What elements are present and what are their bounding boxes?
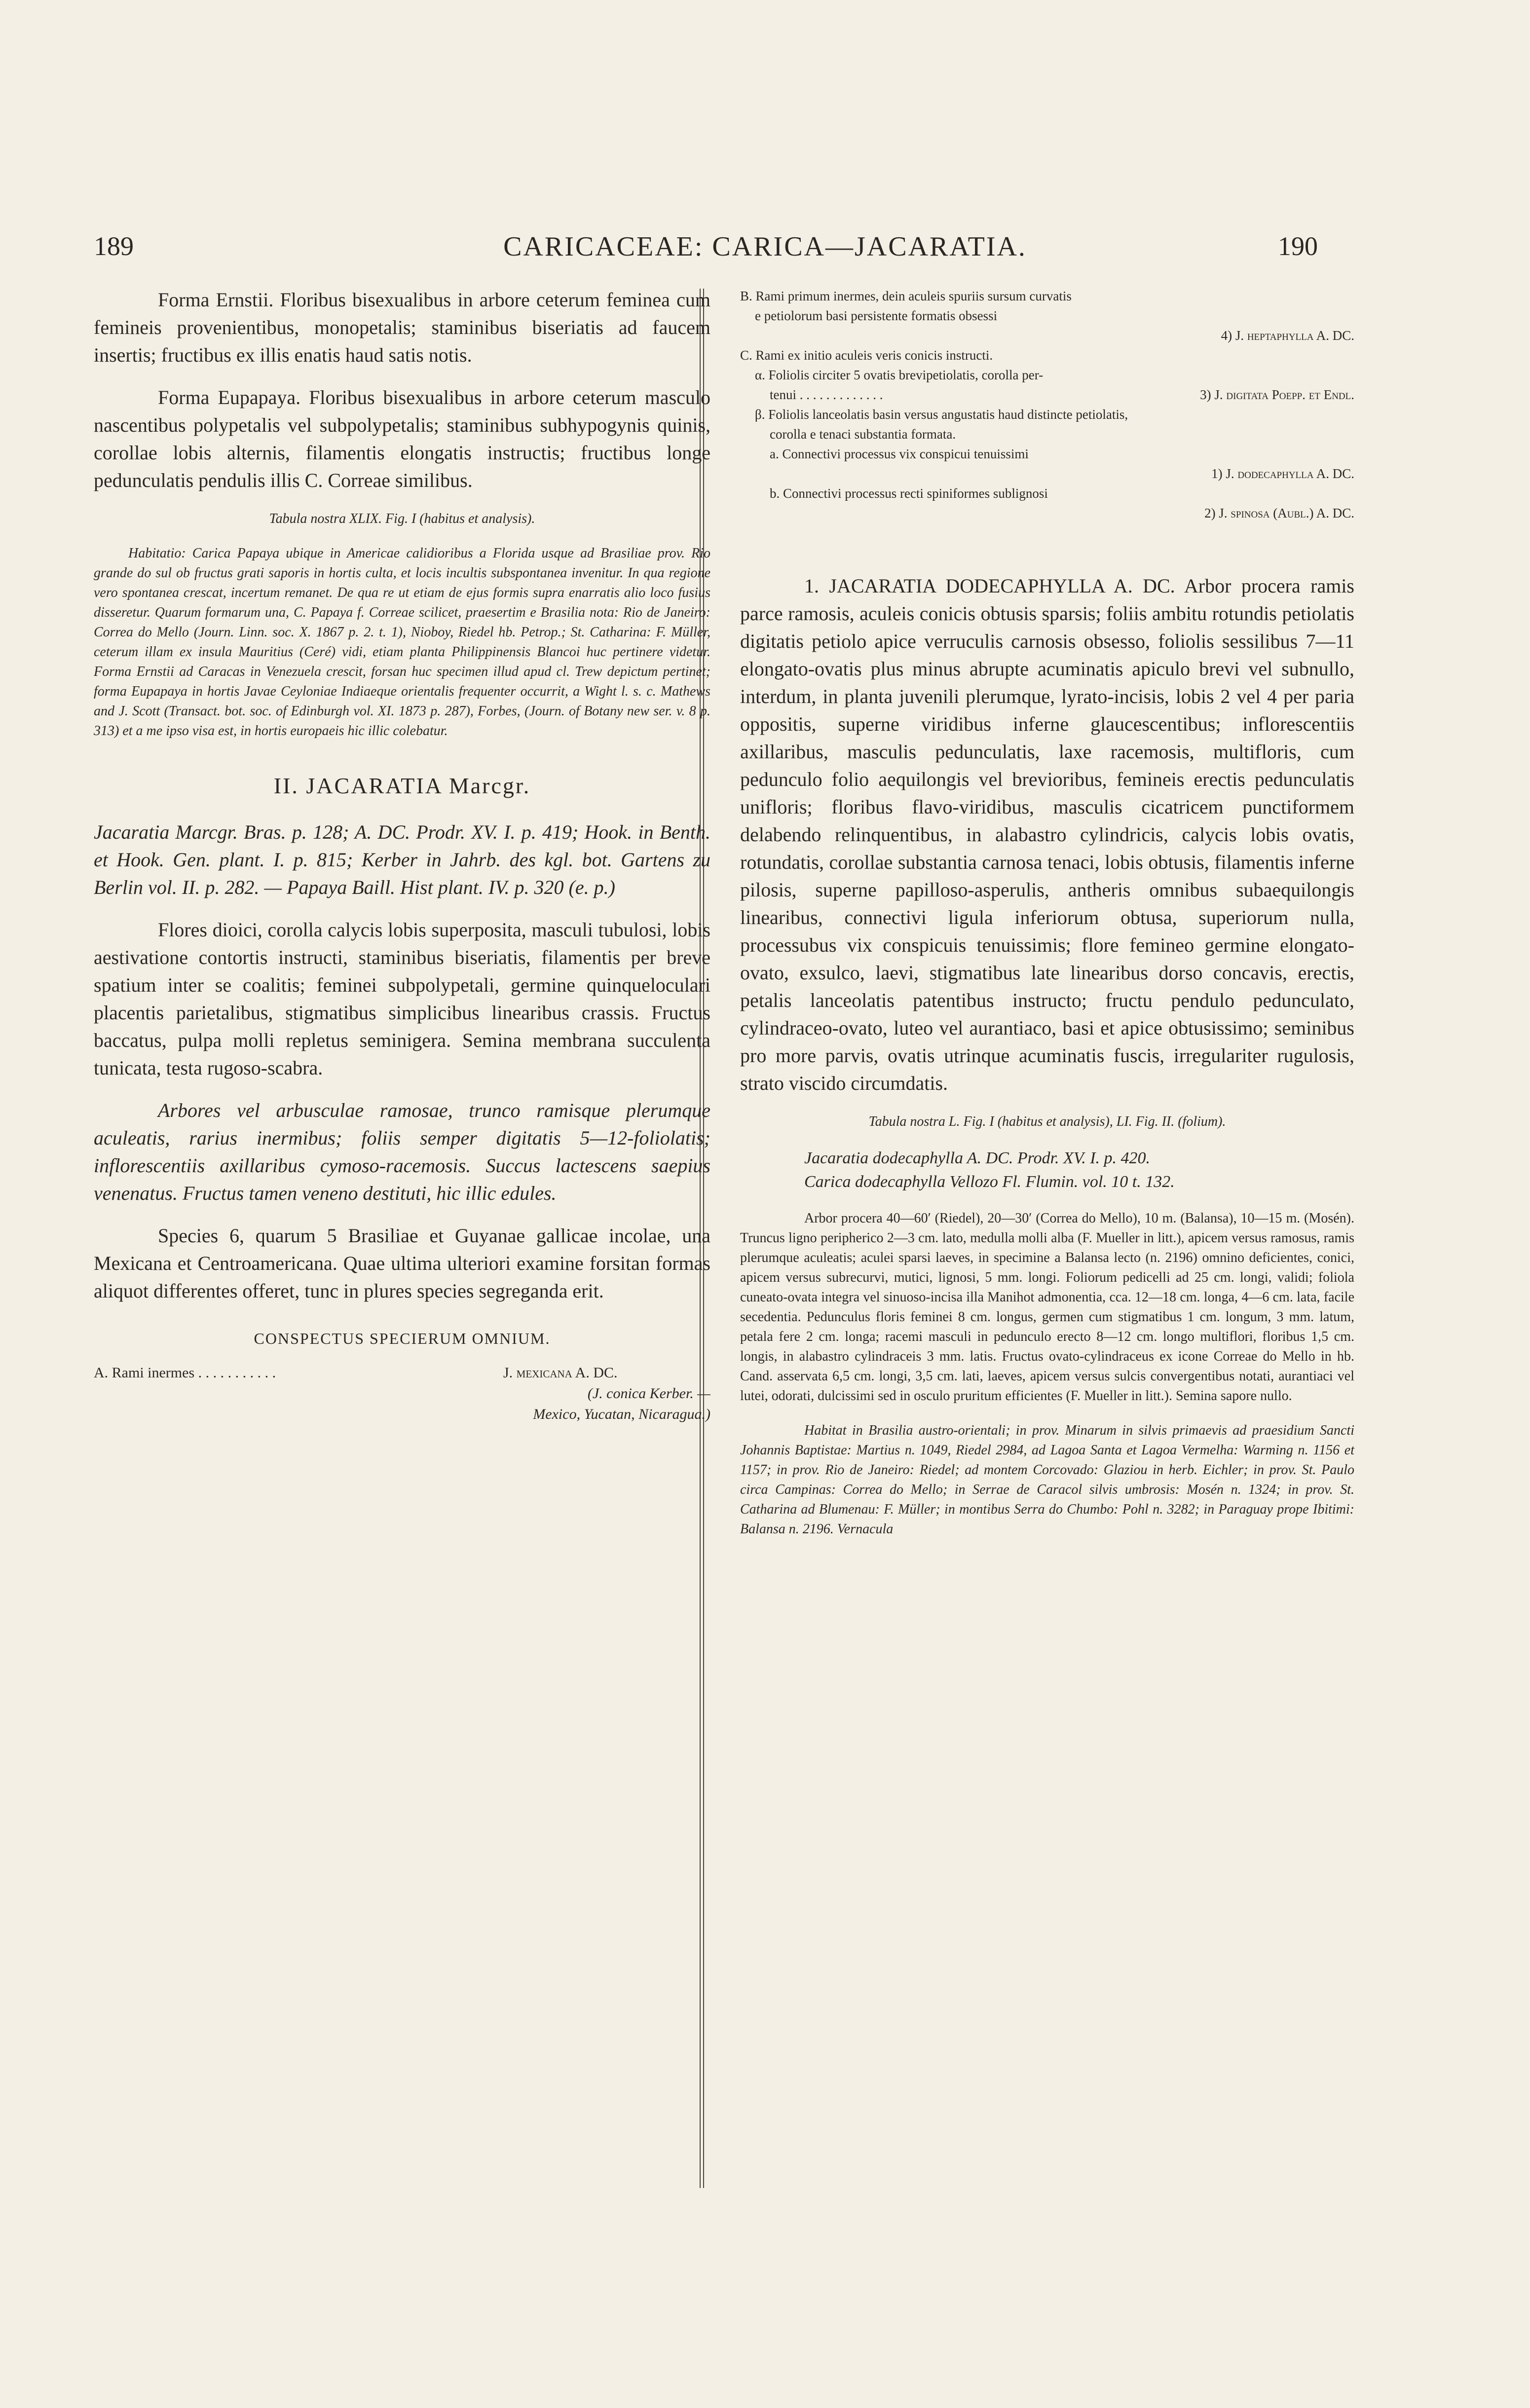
flores-paragraph: Flores dioici, corolla calycis lobis superposita, masculi tubulosi, lobis aestivatione contortis instructi, staminibus biseriatis, filamentis per breve spatium inter se coalitis; feminei subpolypetali, germine quinqueloculari placentis parietalibus, stigmatibus simplicibus linearibus crassis. Fructus baccatus, pulpa molli repletus seminigera. Semina membrana succulenta tunicata, testa rugoso-scabra.: [94, 919, 710, 1079]
conspectus-entry-a: [94, 1363, 710, 1383]
key-beta-a-result: 1) J. dodecaphylla A. DC.: [1211, 466, 1354, 481]
species-1-tabula: Tabula nostra L. Fig. I (habitus et analysis), LI. Fig. II. (folium).: [868, 1114, 1226, 1129]
species-paragraph: Species 6, quarum 5 Brasiliae et Guyanae gallicae incolae, una Mexicana et Centroamericana. Quae ultima ulteriori examine forsitan formas aliquot differentes offeret, tunc in plures species segreganda erit.: [94, 1224, 710, 1302]
page-header: [0, 231, 1530, 270]
key-beta-b-line: b. Connectivi processus recti spiniformes sublignosi: [770, 486, 1048, 501]
key-b-line-2: e petiolorum basi persistente formatis obsessi: [755, 308, 998, 323]
right-column: [740, 286, 1354, 1554]
species-1-synonym-1: Jacaratia dodecaphylla A. DC. Prodr. XV. I. p. 420.: [804, 1149, 1151, 1167]
forma-ernstii-paragraph: Forma Ernstii. Floribus bisexualibus in arbore ceterum feminea cum femineis provenientibus, monopetalis; staminibus biseriatis ad faucem insertis; fructibus ex illis enatis haud satis notis.: [94, 289, 710, 366]
conspectus-a-note-2: Mexico, Yucatan, Nicaragua.): [533, 1406, 710, 1422]
conspectus-a-note-1: (J. conica Kerber. —: [587, 1385, 710, 1402]
conspectus-a-text: A. Rami inermes . . . . . . . . . . .: [94, 1365, 276, 1381]
key-beta-line-2: corolla e tenaci substantia formata.: [770, 427, 956, 442]
running-title: CARICACEAE: CARICA—JACARATIA.: [503, 231, 1027, 262]
key-beta-line-1: β. Foliolis lanceolatis basin versus angustatis haud distincte petiolatis,: [755, 407, 1128, 422]
key-beta-a-line: a. Connectivi processus vix conspicui tenuissimi: [770, 446, 1029, 461]
species-1-synonym-2: Carica dodecaphylla Vellozo Fl. Flumin. vol. 10 t. 132.: [804, 1173, 1175, 1191]
species-1-habitat: Habitat in Brasilia austro-orientali; in prov. Minarum in silvis primaevis ad praesidium Sancti Johannis Baptistae: Martius n. 1049, Riedel 2984, ad Lagoa Santa et Lagoa Vermelha: Warming n. 1156 et 1157; in prov. Rio de Janeiro: Riedel; ad montem Corcovado: Glaziou in herb. Eichler; in prov. St. Paulo circa Campinas: Correa do Mello; in Serrae de Caracol silvis umbrosis: Mosén n. 1324; in prov. St. Catharina ad Blumenau: F. Müller; in montibus Serra do Chumbo: Pohl n. 3282; in Paraguay prope Ibitimi: Balansa n. 2196. Vernacula: [740, 1423, 1354, 1537]
key-alpha-line-1: α. Foliolis circiter 5 ovatis brevipetiolatis, corolla per-: [755, 368, 1044, 382]
page-number-left: 189: [94, 231, 134, 261]
species-1-arbor-description: Arbor procera 40—60′ (Riedel), 20—30′ (Correa do Mello), 10 m. (Balansa), 10—15 m. (Mosén). Truncus ligno peripherico 2—3 cm. lato, medulla molli alba (F. Mueller in litt.), apicem versus ramosus, ramis plerumque aculeatis; aculei sparsi laeves, in specimine a Balansa lecto (n. 2196) omnino deficientes, conici, apicem versus subrecurvi, mutici, lignosi, 5 mm. longi. Foliorum pedicelli ad 25 cm. longi, validi; foliola cuneato-ovata integra vel sinuoso-incisa illa Manihot admonentia, cca. 12—18 cm. longa, 4—6 cm. lata, facile secedentia. Pedunculus floris feminei 8 cm. longus, germen cum stigmatibus 1 cm. longum, 3 mm. latum, petala fere 2 cm. longa; racemi masculi in pedunculo erecto 8—12 cm. longo multiflori, floribus 1,5 cm. longis, in alabastro cylindraceis 3 mm. latis. Fructus ovato-cylindraceus ex icone Correae do Mello in hb. Cand. asservata 6,5 cm. longi, 3,5 cm. lati, laeves, apicem versus sulcis convergentibus notati, aurantiaci vel lutei, odorati, dulcissimi sed in osculo pruritum efficientes (F. Mueller in litt.). Semina sapore nullo.: [740, 1211, 1354, 1404]
page-number-right: 190: [1278, 231, 1318, 261]
tabula-reference: Tabula nostra XLIX. Fig. I (habitus et analysis).: [269, 511, 535, 526]
species-1-description: 1. JACARATIA DODECAPHYLLA A. DC. Arbor procera ramis parce ramosis, aculeis conicis obtusis sparsis; foliis ambitu rotundis petiolatis digitatis petiolo apice verruculis carnosis obsesso, foliolis sessilibus 7—11 elongato-ovatis plus minus abrupte acuminatis apiculo brevi vel subnullo, interdum, in planta juvenili plerumque, lyrato-incisis, lobis 2 vel 4 per paria oppositis, superne viridibus inferne glaucescentibus; inflorescentiis axillaribus, masculis pedunculatis, laxe racemosis, multifloris, cum pedunculo folio aequilongis vel brevioribus, femineis erectis pedunculatis unifloris; floribus flavo-viridibus, masculis cicatricem punctiformem delabendo relinquentibus, in alabastro cylindricis, calycis lobis ovatis, rotundatis, corollae substantia carnosa tenaci, lobis obtusis, filamentis inferne pilosis, superne papilloso-asperulis, antheris omnibus subaequilongis linearibus, connectivi ligula inferiorum obtusa, superiorum nulla, processubus vix conspicuis tenuissimis; flore femineo germine elongato-ovato, exsulco, laevi, stigmatibus late linearibus dorso concavis, erectis, petalis lanceolatis patentibus instructo; fructu pendulo pedunculato, cylindraceo-ovato, luteo vel aurantiaco, basi et apice obtusissimo; seminibus pro more parvis, ovatis utrinque acuminatis fuscis, irregulariter rugulosis, strato viscido circumdatis.: [740, 575, 1354, 1094]
key-beta-b-result: 2) J. spinosa (Aubl.) A. DC.: [1204, 506, 1354, 520]
arbores-paragraph: Arbores vel arbusculae ramosae, trunco ramisque plerumque aculeatis, rarius inermibus; foliis semper digitatis 5—12-foliolatis; inflorescentiis axillaribus cymoso-racemosis. Succus lactescens saepius venenatus. Fructus tamen veneno destituti, hic illic edules.: [94, 1099, 710, 1204]
key-b-result: 4) J. heptaphylla A. DC.: [1221, 328, 1354, 343]
genus-heading: II. JACARATIA Marcgr.: [273, 773, 531, 798]
key-alpha-line-2: tenui . . . . . . . . . . . . . 3) J. digitata Poepp. et Endl.: [770, 387, 1354, 402]
conspectus-a-species: J. mexicana A. DC.: [503, 1365, 618, 1381]
key-b-line-1: B. Rami primum inermes, dein aculeis spuriis sursum curvatis: [740, 289, 1072, 303]
left-column: [94, 286, 710, 1425]
genus-synonymy: Jacaratia Marcgr. Bras. p. 128; A. DC. Prodr. XV. I. p. 419; Hook. in Benth. et Hook. Gen. plant. I. p. 815; Kerber in Jahrb. des kgl. bot. Gartens zu Berlin vol. II. p. 282. — Papaya Baill. Hist plant. IV. p. 320 (e. p.): [94, 821, 710, 898]
forma-eupapaya-paragraph: Forma Eupapaya. Floribus bisexualibus in arbore ceterum masculo nascentibus polypetalis vel subpolypetalis; staminibus subhypogynis quinis, corollae lobis alternis, filamentis elongatis instructis; fructibus longe pedunculatis pendulis illis C. Correae similibus.: [94, 386, 710, 491]
key-c-line: C. Rami ex initio aculeis veris conicis instructi.: [740, 348, 993, 363]
habitatio-paragraph: Habitatio: Carica Papaya ubique in Americae calidioribus a Florida usque ad Brasiliae prov. Rio grande do sul ob fructus grati saporis in hortis culta, et locis incultis subspontanea invenitur. In qua regione vero spontanea crescat, incertum remanet. De qua re ut etiam de ejus formis supra enarratis alio loco fusius disseretur. Quarum formarum una, C. Papaya f. Correae scilicet, praesertim e Brasilia nota: Rio de Janeiro: Correa do Mello (Journ. Linn. soc. X. 1867 p. 2. t. 1), Nioboy, Riedel hb. Petrop.; St. Catharina: F. Müller, ceterum illam ex insula Mauritius (Ceré) vidi, etiam planta Philippinensis Blancoi huc pertinere videtur. Forma Ernstii ad Caracas in Venezuela crescit, forsan huc specimen illud apud cl. Trew depictum pertinet; forma Eupapaya in hortis Javae Ceyloniae Indiaeque orientalis frequenter occurrit, a Wight l. s. c. Mathews and J. Scott (Transact. bot. soc. of Edinburgh vol. XI. 1873 p. 287), Forbes, (Journ. of Botany new ser. v. 8 p. 313) et a me ipso visa est, in hortis europaeis hic illic colebatur.: [94, 546, 710, 739]
conspectus-title: CONSPECTUS SPECIERUM OMNIUM.: [254, 1330, 551, 1347]
